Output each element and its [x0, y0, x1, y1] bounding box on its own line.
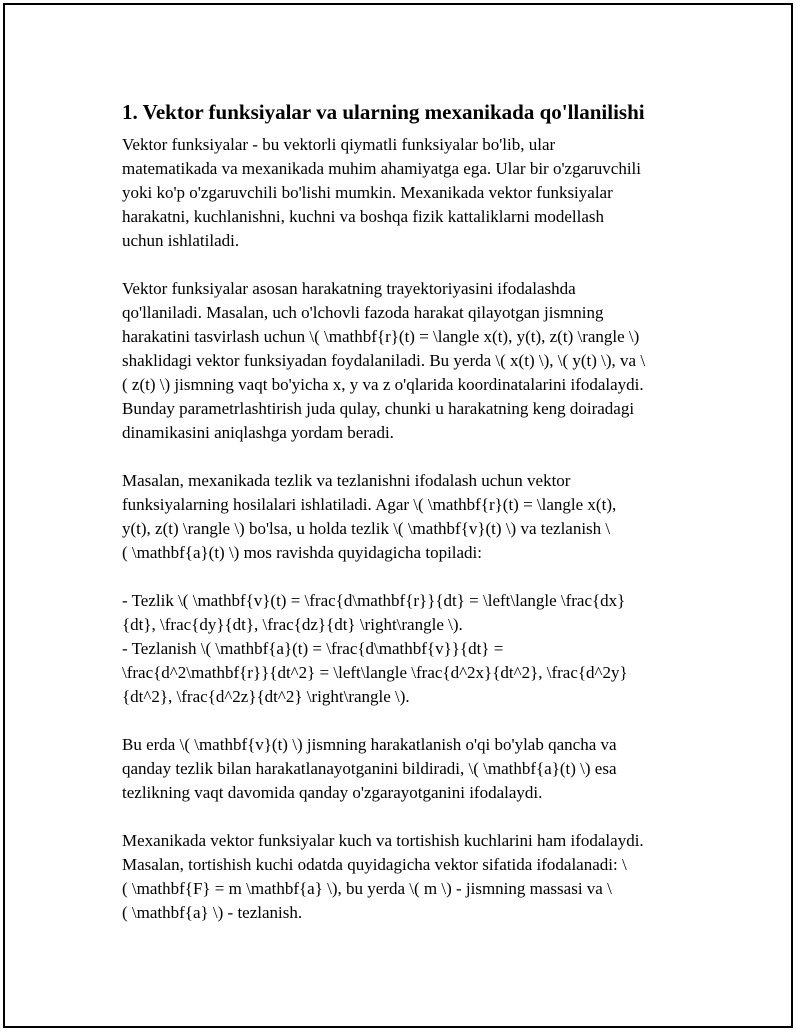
- text-line: harakatini tasvirlash uchun \( \mathbf{r}(t) = \langle x(t), y(t), z(t) \rangle \): [122, 327, 640, 346]
- text-line: Masalan, mexanikada tezlik va tezlanishni ifodalash uchun vektor: [122, 471, 571, 490]
- text-line: y(t), z(t) \rangle \) bo'lsa, u holda tezlik \( \mathbf{v}(t) \) va tezlanish \: [122, 519, 611, 538]
- paragraph-trajectory: [122, 277, 692, 445]
- text-line: - Tezlanish \( \mathbf{a}(t) = \frac{d\mathbf{v}}{dt} =: [122, 639, 504, 658]
- text-line: {dt^2}, \frac{d^2z}{dt^2} \right\rangle \).: [122, 687, 410, 706]
- text-line: qanday tezlik bilan harakatlanayotganini bildiradi, \( \mathbf{a}(t) \) esa: [122, 759, 617, 778]
- text-line: {dt}, \frac{dy}{dt}, \frac{dz}{dt} \right\rangle \).: [122, 615, 463, 634]
- paragraph-derivatives: [122, 469, 692, 565]
- text-line: ( \mathbf{a} \) - tezlanish.: [122, 903, 303, 922]
- text-line: Bu erda \( \mathbf{v}(t) \) jismning harakatlanish o'qi bo'ylab qancha va: [122, 735, 617, 754]
- text-line: tezlikning vaqt davomida qanday o'zgarayotganini ifodalaydi.: [122, 783, 543, 802]
- text-line: funksiyalarning hosilalari ishlatiladi. Agar \( \mathbf{r}(t) = \langle x(t),: [122, 495, 617, 514]
- document-body: [122, 97, 692, 949]
- text-line: ( \mathbf{a}(t) \) mos ravishda quyidagicha topiladi:: [122, 543, 483, 562]
- text-line: yoki ko'p o'zgaruvchili bo'lishi mumkin. Mexanikada vektor funksiyalar: [122, 183, 613, 202]
- document-title: 1. Vektor funksiyalar va ularning mexanikada qo'llanilishi: [122, 100, 645, 124]
- text-line: qo'llaniladi. Masalan, uch o'lchovli fazoda harakat qilayotgan jismning: [122, 303, 604, 322]
- paragraph-formulas: [122, 589, 692, 709]
- text-line: ( z(t) \) jismning vaqt bo'yicha x, y va z o'qlarida koordinatalarini ifodalaydi.: [122, 375, 644, 394]
- paragraph-forces: [122, 829, 692, 925]
- text-line: \frac{d^2\mathbf{r}}{dt^2} = \left\langle \frac{d^2x}{dt^2}, \frac{d^2y}: [122, 663, 628, 682]
- text-line: dinamikasini aniqlashga yordam beradi.: [122, 423, 394, 442]
- text-line: Mexanikada vektor funksiyalar kuch va tortishish kuchlarini ham ifodalaydi.: [122, 831, 644, 850]
- text-line: uchun ishlatiladi.: [122, 231, 240, 250]
- text-line: matematikada va mexanikada muhim ahamiyatga ega. Ular bir o'zgaruvchili: [122, 159, 641, 178]
- page-frame: [3, 3, 793, 1028]
- text-line: ( \mathbf{F} = m \mathbf{a} \), bu yerda \( m \) - jismning massasi va \: [122, 879, 612, 898]
- text-line: Bunday parametrlashtirish juda qulay, chunki u harakatning keng doiradagi: [122, 399, 635, 418]
- text-line: - Tezlik \( \mathbf{v}(t) = \frac{d\mathbf{r}}{dt} = \left\langle \frac{dx}: [122, 591, 626, 610]
- text-line: Vektor funksiyalar asosan harakatning trayektoriyasini ifodalashda: [122, 279, 576, 298]
- text-line: harakatni, kuchlanishni, kuchni va boshqa fizik kattaliklarni modellash: [122, 207, 605, 226]
- text-line: Masalan, tortishish kuchi odatda quyidagicha vektor sifatida ifodalanadi: \: [122, 855, 627, 874]
- text-line: Vektor funksiyalar - bu vektorli qiymatli funksiyalar bo'lib, ular: [122, 135, 556, 154]
- paragraph-explanation: [122, 733, 692, 805]
- text-line: shaklidagi vektor funksiyadan foydalaniladi. Bu yerda \( x(t) \), \( y(t) \), va \: [122, 351, 646, 370]
- paragraph-intro: [122, 133, 692, 253]
